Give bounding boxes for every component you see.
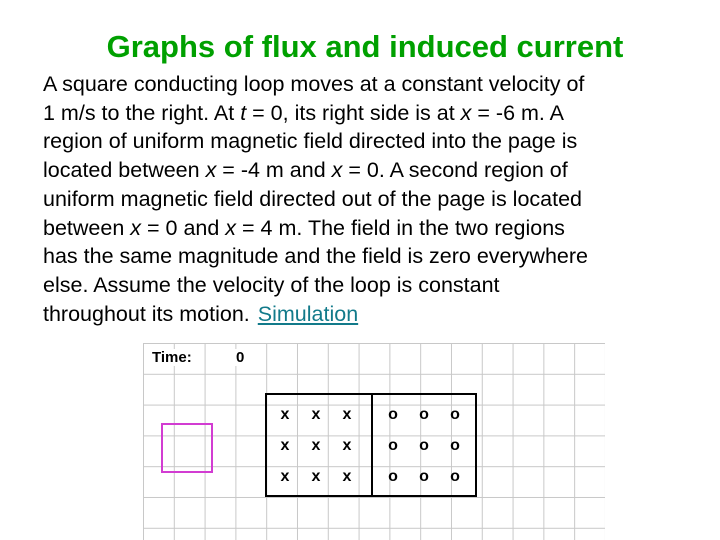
- field-out-of-page-symbol: o: [450, 437, 460, 454]
- field-out-of-page-symbol: o: [419, 468, 429, 485]
- field-out-of-page-symbol: o: [450, 468, 460, 485]
- field-into-page-symbol: x: [280, 406, 290, 423]
- paragraph-line: uniform magnetic field directed out of the page is located: [43, 186, 583, 211]
- problem-description: [43, 70, 683, 328]
- page-title: Graphs of flux and induced current: [106, 29, 624, 64]
- field-out-of-page-symbol: o: [388, 406, 398, 423]
- time-label: Time:: [149, 349, 195, 366]
- paragraph-line: 1 m/s to the right. At t = 0, its right side is at x = -6 m. A: [43, 100, 565, 125]
- field-out-of-page-symbol: o: [388, 437, 398, 454]
- field-into-page-symbol: x: [311, 437, 321, 454]
- field-into-page-symbol: x: [280, 437, 290, 454]
- field-out-of-page-symbol: o: [419, 437, 429, 454]
- paragraph-line: throughout its motion. Simulation: [43, 301, 359, 326]
- field-out-of-page-symbol: o: [419, 406, 429, 423]
- paragraph-line: between x = 0 and x = 4 m. The field in the two regions: [43, 215, 565, 240]
- time-value: 0: [233, 349, 247, 366]
- field-out-of-page-symbol: o: [450, 406, 460, 423]
- field-into-page-symbol: x: [280, 468, 290, 485]
- field-into-page-symbol: x: [342, 437, 352, 454]
- field-into-page-symbol: x: [311, 468, 321, 485]
- simulation-link[interactable]: Simulation: [257, 301, 359, 326]
- paragraph-line: A square conducting loop moves at a constant velocity of: [43, 72, 585, 96]
- paragraph-line: has the same magnitude and the field is zero everywhere: [43, 244, 588, 269]
- field-into-page-symbol: x: [342, 468, 352, 485]
- conducting-loop[interactable]: [161, 423, 213, 473]
- simulation-panel: [143, 343, 605, 540]
- paragraph-line: region of uniform magnetic field directed into the page is: [43, 129, 578, 154]
- paragraph-line: else. Assume the velocity of the loop is constant: [43, 272, 500, 297]
- paragraph-line: located between x = -4 m and x = 0. A second region of: [43, 158, 568, 183]
- field-into-page-symbol: x: [311, 406, 321, 423]
- field-out-of-page-symbol: o: [388, 468, 398, 485]
- field-into-page-symbol: x: [342, 406, 352, 423]
